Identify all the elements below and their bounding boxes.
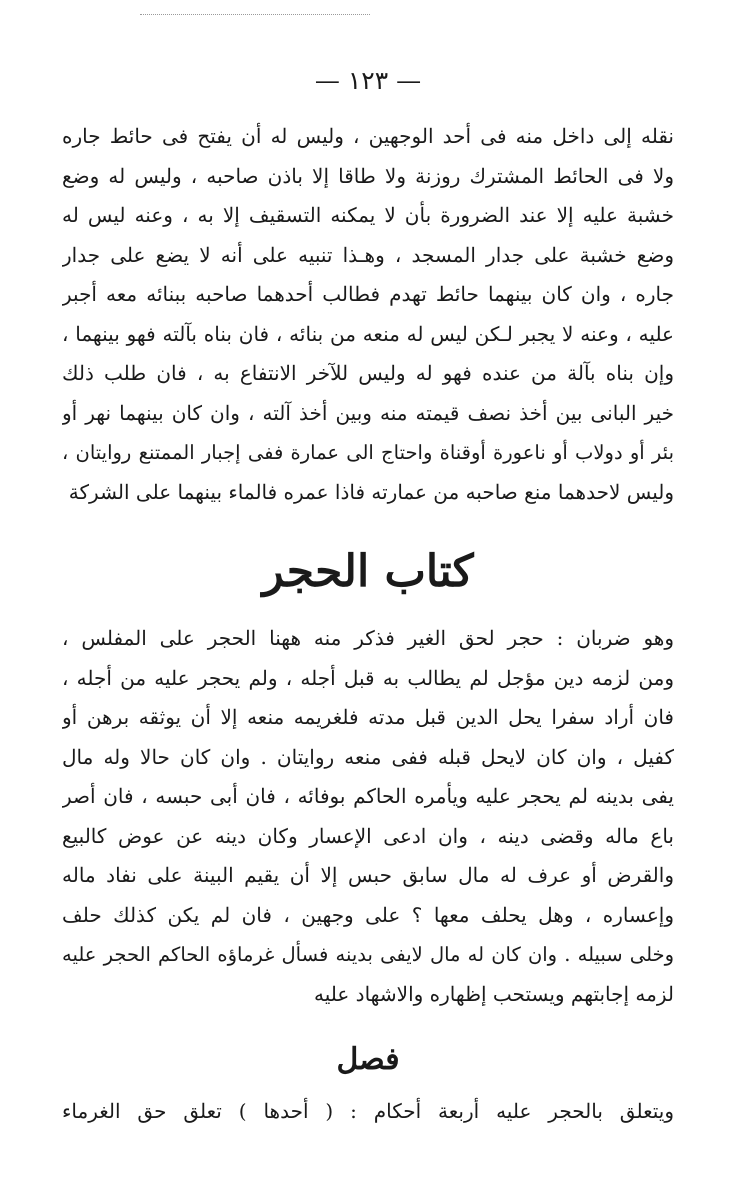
text-line: جاره ، وان كان بينهما حائط تهدم فطالب أحدهما صاحبه ببنائه معه أجبر [62,282,674,306]
text-line: لزمه إجابتهم ويستحب إظهاره والاشهاد عليه [314,981,674,1006]
text-line: وليس لاحدهما منع صاحبه من عمارته فاذا عمره فالماء بينهما على الشركة [68,479,674,504]
text-line: ويتعلق بالحجر عليه أربعة أحكام : ( أحدها ) تعلق حق الغرماء [62,1099,674,1123]
text-line: ومن لزمه دين مؤجل لم يطالب به قبل أجله ، ولم يحجر عليه من أجله ، [62,665,674,690]
scan-artifact-line [140,14,370,17]
text-line: عليه ، وعنه لا يجبر لـكن ليس له منعه من بنائه ، فان بناه بآلته فهو بينهما ، [62,321,674,346]
text-line: فان أراد سفرا يحل الدين قبل مدته فلغريمه منعه إلا أن يوثقه برهن أو [62,705,674,729]
paragraph-interdiction [62,619,674,1014]
text-line: خشبة عليه إلا عند الضرورة بأن لا يمكنه التسقيف إلا به ، وعنه ليس له [62,203,674,227]
text-line: بئر أو دولاب أو ناعورة أوقناة واحتاج الى عمارة ففى إجبار الممتنع روايتان ، [62,441,674,464]
text-line: وهو ضربان : حجر لحق الغير فذكر منه ههنا الحجر على المفلس ، [62,626,674,650]
text-line: نقله إلى داخل منه فى أحد الوجهين ، وليس له أن يفتح فى حائط جاره [62,124,674,148]
text-line: خير البانى بين أخذ نصف قيمته منه وبين أخذ آلته ، وان كان بينهما نهر أو [62,400,674,425]
paragraph-four-rulings [62,1092,674,1132]
text-line: كفيل ، وان كان لايحل قبله ففى منعه روايتان . وان كان حالا وله مال [62,744,674,769]
book-heading: كتاب الحجر [262,546,474,597]
text-line: يفى بدينه لم يحجر عليه ويأمره الحاكم بوفائه ، فان أبى حبسه ، فان أصر [62,784,674,808]
paragraph-walls-and-shared-property [62,117,674,512]
text-line: وضع خشبة على جدار المسجد ، وهـذا تنبيه على أنه لا يضع على جدار [62,242,674,267]
section-heading: فصل [336,1042,400,1077]
text-line: وإن بناه بآلة من عنده فهو له وليس للآخر الانتفاع به ، فان طلب ذلك [62,361,674,385]
text-line: وخلى سبيله . وان كان له مال لايفى بدينه فسأل غرماؤه الحاكم الحجر عليه [62,943,674,966]
page-number: — ١٢٣ — [314,66,422,95]
text-line: باع ماله وقضى دينه ، وان ادعى الإعسار وكان دينه عن عوض كالبيع [62,823,674,848]
text-line: ولا فى الحائط المشترك روزنة ولا طاقا إلا باذن صاحبه ، وليس له وضع [62,163,674,188]
text-line: وإعساره ، وهل يحلف معها ؟ على وجهين ، فان لم يكن كذلك حلف [62,902,674,927]
text-line: والقرض أو عرف له مال سابق حبس إلا أن يقيم البينة على نفاد ماله [62,863,674,887]
